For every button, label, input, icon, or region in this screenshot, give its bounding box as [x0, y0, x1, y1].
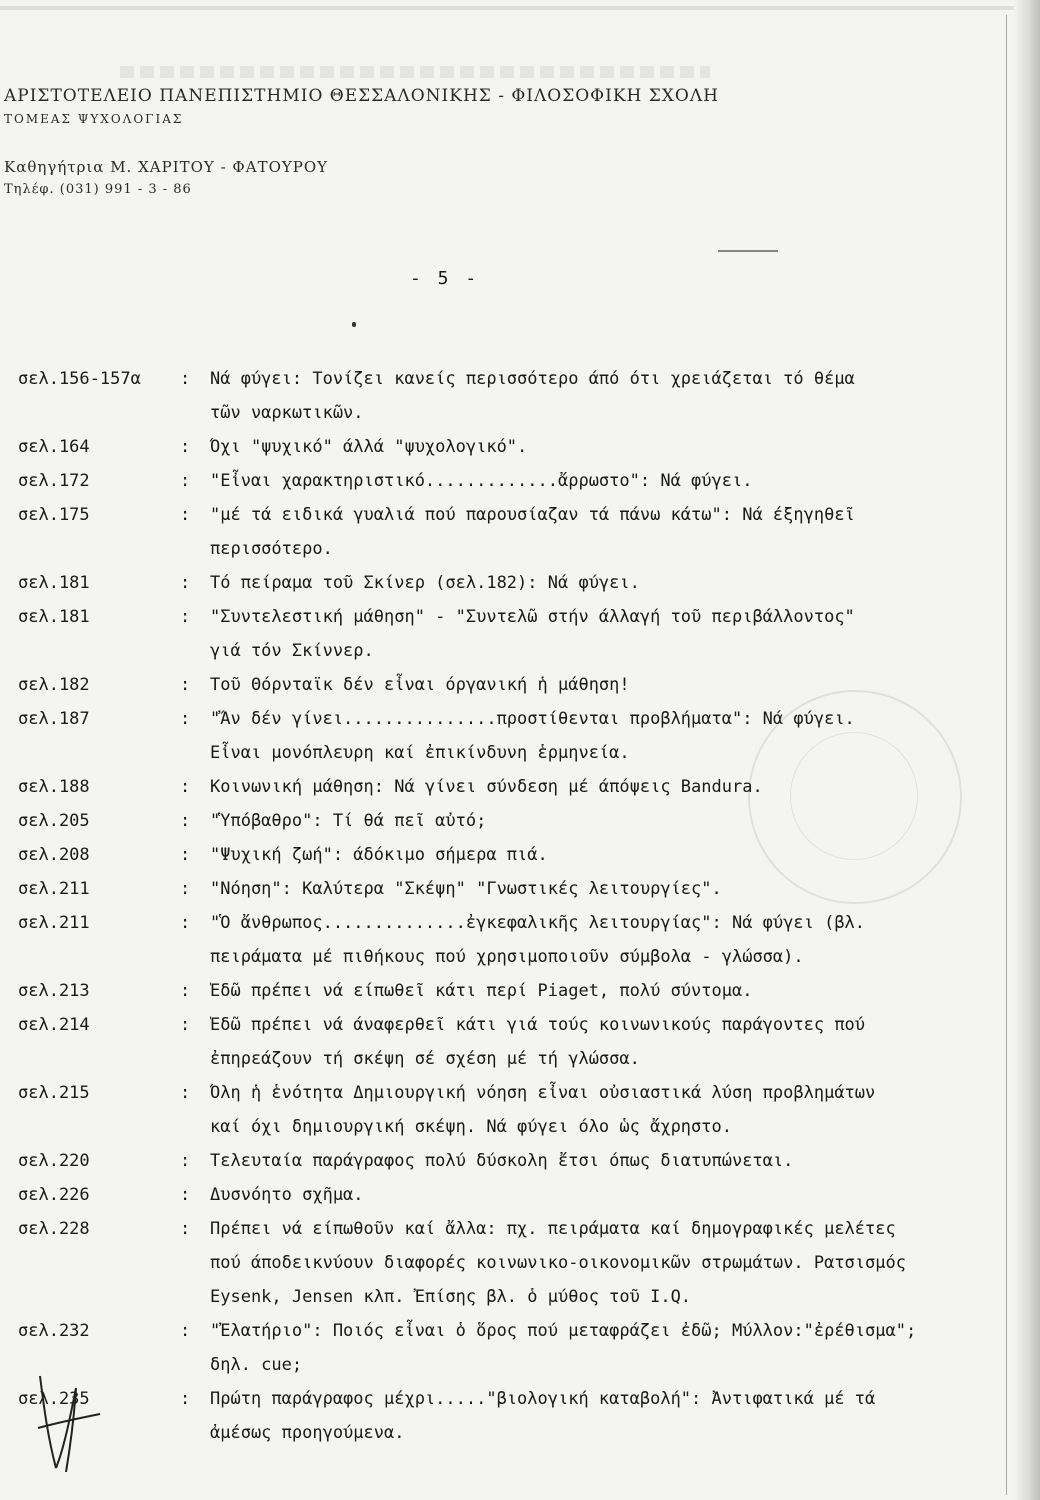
comment-line: περισσότερο. [210, 539, 333, 559]
comment-entry [0, 1008, 1000, 1076]
comment-text [210, 498, 980, 566]
comment-text [210, 702, 980, 770]
comment-text [210, 838, 980, 872]
page-reference: σελ.181 [18, 573, 90, 593]
comment-line: "Ἐλατήριο": Ποιός εἶναι ὁ ὅρος πού μεταφράζει ἐδῶ; Μύλλον:"ἐρέθισμα"; [210, 1321, 917, 1341]
comment-line: "Εἶναι χαρακτηριστικό.............ἄρρωστο": Νά φύγει. [210, 471, 753, 491]
page-reference: σελ.181 [18, 607, 90, 627]
comment-entry [0, 1382, 1000, 1450]
comment-line: Πρέπει νά είπωθοῦν καί ἄλλα: πχ. πειράματα καί δημογραφικές μελέτες [210, 1219, 896, 1239]
comment-text [210, 566, 980, 600]
comment-line: ἐπηρεάζουν τή σκέψη σέ σχέση μέ τή γλώσσα. [210, 1049, 640, 1069]
comment-text [210, 464, 980, 498]
comment-text [210, 872, 980, 906]
comment-entry [0, 1314, 1000, 1382]
separator-colon: : [180, 913, 191, 933]
comment-entry [0, 1144, 1000, 1178]
comment-entry [0, 668, 1000, 702]
comment-line: Εἶναι μονόπλευρη καί ἐπικίνδυνη ἑρμηνεία. [210, 743, 630, 763]
letterhead [4, 86, 719, 197]
separator-colon: : [180, 845, 191, 865]
handwritten-signature [30, 1368, 110, 1478]
comment-text [210, 974, 980, 1008]
professor-name: Καθηγήτρια Μ. ΧΑΡΙΤΟΥ - ΦΑΤΟΥΡΟΥ [4, 158, 329, 176]
page-reference: σελ.228 [18, 1219, 90, 1239]
comment-entry [0, 872, 1000, 906]
page-reference: σελ.211 [18, 913, 90, 933]
comment-entry [0, 804, 1000, 838]
scan-top-border [0, 6, 1040, 10]
comment-entry [0, 702, 1000, 770]
comment-line: "Συντελεστική μάθηση" - "Συντελῶ στήν άλλαγή τοῦ περιβάλλοντος" [210, 607, 855, 627]
separator-colon: : [180, 369, 191, 389]
separator-colon: : [180, 1015, 191, 1035]
ink-dot [352, 322, 356, 327]
comment-text [210, 804, 980, 838]
comment-line: "Νόηση": Καλύτερα "Σκέψη" "Γνωστικές λειτουργίες". [210, 879, 722, 899]
page-reference: σελ.214 [18, 1015, 90, 1035]
page-reference: σελ.172 [18, 471, 90, 491]
page-reference: σελ.188 [18, 777, 90, 797]
comment-text [210, 906, 980, 974]
comment-text [210, 1144, 980, 1178]
comment-line: τῶν ναρκωτικῶν. [210, 403, 364, 423]
page-number: - 5 - [410, 268, 480, 289]
separator-colon: : [180, 777, 191, 797]
comment-line: Δυσνόητο σχῆμα. [210, 1185, 364, 1205]
comment-text [210, 1008, 980, 1076]
scan-right-edge [1014, 0, 1040, 1500]
department-name: ΤΟΜΕΑΣ ΨΥΧΟΛΟΓΙΑΣ [4, 112, 184, 126]
page-reference: σελ.156-157α [18, 369, 141, 389]
comment-line: "Ὁ ἄνθρωπος..............ἐγκεφαλικῆς λειτουργίας": Νά φύγει (βλ. [210, 913, 866, 933]
page-reference: σελ.232 [18, 1321, 90, 1341]
phone-number: Τηλέφ. (031) 991 - 3 - 86 [4, 182, 192, 197]
separator-colon: : [180, 1321, 191, 1341]
comment-entry [0, 838, 1000, 872]
comment-entry [0, 430, 1000, 464]
page-reference: σελ.208 [18, 845, 90, 865]
comment-line: Τοῦ Θόρνταϊκ δέν εἶναι όργανική ἡ μάθηση! [210, 675, 630, 695]
pen-mark [718, 250, 778, 252]
comment-line: δηλ. cue; [210, 1355, 303, 1375]
comment-text [210, 362, 980, 430]
comment-text [210, 600, 980, 668]
comment-line: "Ὑπόβαθρο": Τί θά πεῖ αὐτό; [210, 811, 487, 831]
page-reference: σελ.226 [18, 1185, 90, 1205]
comment-line: ἀμέσως προηγούμενα. [210, 1423, 405, 1443]
separator-colon: : [180, 1151, 191, 1171]
comment-line: Νά φύγει: Τονίζει κανείς περισσότερο άπό ότι χρειάζεται τό θέμα [210, 369, 855, 389]
comment-text [210, 1178, 980, 1212]
comment-entry [0, 974, 1000, 1008]
comment-line: "μέ τά ειδικά γυαλιά πού παρουσίαζαν τά πάνω κάτω": Νά έξηγηθεῖ [210, 505, 855, 525]
comment-line: πειράματα μέ πιθήκους πού χρησιμοποιοῦν σύμβολα - γλώσσα). [210, 947, 804, 967]
comment-entry [0, 566, 1000, 600]
separator-colon: : [180, 607, 191, 627]
separator-colon: : [180, 1219, 191, 1239]
comment-line: Πρώτη παράγραφος μέχρι....."βιολογική καταβολή": Ἀντιφατικά μέ τά [210, 1389, 876, 1409]
separator-colon: : [180, 1185, 191, 1205]
comment-text [210, 668, 980, 702]
separator-colon: : [180, 1083, 191, 1103]
separator-colon: : [180, 709, 191, 729]
comment-entry [0, 362, 1000, 430]
comment-text [210, 1382, 980, 1450]
separator-colon: : [180, 981, 191, 1001]
comment-text [210, 1076, 980, 1144]
page-reference: σελ.220 [18, 1151, 90, 1171]
page-reference: σελ.235 [18, 1389, 90, 1409]
separator-colon: : [180, 811, 191, 831]
page-reference: σελ.213 [18, 981, 90, 1001]
comment-line: "Ἄν δέν γίνει...............προστίθενται προβλήματα": Νά φύγει. [210, 709, 855, 729]
page-reference: σελ.215 [18, 1083, 90, 1103]
comment-line: Ἐδῶ πρέπει νά άναφερθεῖ κάτι γιά τούς κοινωνικούς παράγοντες πού [210, 1015, 866, 1035]
comment-text [210, 1212, 980, 1314]
comment-line: γιά τόν Σκίννερ. [210, 641, 374, 661]
comment-line: Όχι "ψυχικό" άλλά "ψυχολογικό". [210, 437, 528, 457]
page-reference: σελ.205 [18, 811, 90, 831]
page-edge-line [1006, 15, 1007, 1495]
page-reference: σελ.182 [18, 675, 90, 695]
comment-entry [0, 1076, 1000, 1144]
faded-letterhead-ghost [120, 66, 710, 78]
separator-colon: : [180, 675, 191, 695]
comment-text [210, 770, 980, 804]
comment-line: Eysenk, Jensen κλπ. Ἐπίσης βλ. ὁ μύθος τοῦ I.Q. [210, 1287, 692, 1307]
page-reference: σελ.175 [18, 505, 90, 525]
comment-line: καί όχι δημιουργική σκέψη. Νά φύγει όλο ὡς ἄχρηστο. [210, 1117, 732, 1137]
comment-text [210, 430, 980, 464]
separator-colon: : [180, 437, 191, 457]
separator-colon: : [180, 471, 191, 491]
comment-entry [0, 906, 1000, 974]
comment-entry [0, 1178, 1000, 1212]
comment-line: Τελευταία παράγραφος πολύ δύσκολη ἔτσι όπως διατυπώνεται. [210, 1151, 794, 1171]
comment-entry [0, 464, 1000, 498]
page-reference: σελ.164 [18, 437, 90, 457]
comment-line: "Ψυχική ζωή": άδόκιμο σήμερα πιά. [210, 845, 548, 865]
comment-list [0, 362, 1000, 1450]
institution-name: ΑΡΙΣΤΟΤΕΛΕΙΟ ΠΑΝΕΠΙΣΤΗΜΙΟ ΘΕΣΣΑΛΟΝΙΚΗΣ - ΦΙΛΟΣΟΦΙΚΗ ΣΧΟΛΗ [4, 86, 719, 106]
comment-text [210, 1314, 980, 1382]
comment-line: Ἐδῶ πρέπει νά είπωθεῖ κάτι περί Piaget, πολύ σύντομα. [210, 981, 753, 1001]
page-reference: σελ.187 [18, 709, 90, 729]
comment-entry [0, 600, 1000, 668]
comment-entry [0, 770, 1000, 804]
separator-colon: : [180, 1389, 191, 1409]
comment-line: Κοινωνική μάθηση: Νά γίνει σύνδεση μέ άπόψεις Bandura. [210, 777, 763, 797]
comment-entry [0, 1212, 1000, 1314]
page-reference: σελ.211 [18, 879, 90, 899]
comment-line: Τό πείραμα τοῦ Σκίνερ (σελ.182): Νά φύγει. [210, 573, 640, 593]
separator-colon: : [180, 505, 191, 525]
separator-colon: : [180, 879, 191, 899]
comment-line: πού άποδεικνύουν διαφορές κοινωνικο-οικονομικῶν στρωμάτων. Ρατσισμός [210, 1253, 906, 1273]
comment-entry [0, 498, 1000, 566]
comment-line: Ὅλη ἡ ἑνότητα Δημιουργική νόηση εἶναι οὐσιαστικά λύση προβλημάτων [210, 1083, 876, 1103]
separator-colon: : [180, 573, 191, 593]
